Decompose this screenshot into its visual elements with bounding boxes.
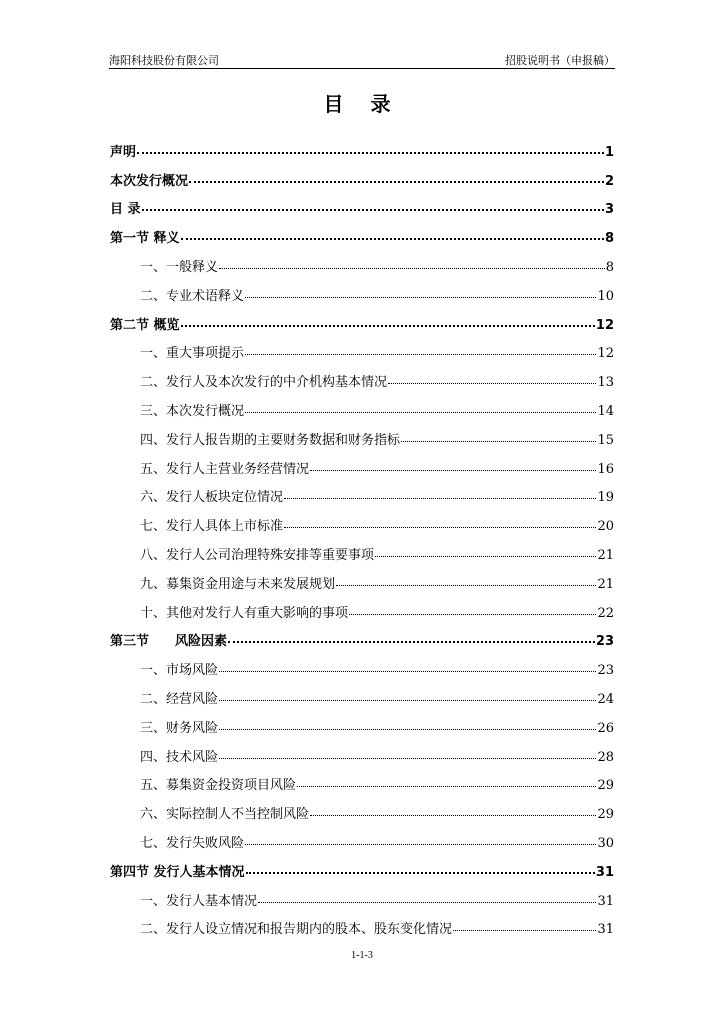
toc-entry-page: 20 bbox=[597, 519, 614, 535]
toc-section-entry[interactable] bbox=[110, 851, 614, 880]
toc-subsection-entry[interactable] bbox=[110, 333, 614, 362]
toc-entry-page: 23 bbox=[595, 634, 614, 650]
toc-entry-page: 1 bbox=[604, 144, 614, 160]
toc-subsection-entry[interactable] bbox=[110, 880, 614, 909]
toc-entry-label: 一、市场风险 bbox=[140, 663, 219, 679]
toc-section-entry[interactable] bbox=[110, 621, 614, 650]
toc-entry-page: 10 bbox=[597, 288, 614, 304]
toc-entry-label: 七、发行失败风险 bbox=[140, 835, 245, 851]
toc-leader-dots bbox=[142, 209, 604, 211]
toc-entry-label: 六、实际控制人不当控制风险 bbox=[140, 807, 310, 823]
toc-leader-dots bbox=[219, 700, 596, 701]
toc-entry-label: 四、发行人报告期的主要财务数据和财务指标 bbox=[140, 432, 401, 448]
toc-entry-label: 一、重大事项提示 bbox=[140, 346, 245, 362]
toc-leader-dots bbox=[310, 815, 596, 816]
toc-subsection-entry[interactable] bbox=[110, 361, 614, 390]
toc-leader-dots bbox=[310, 470, 596, 471]
toc-entry-page: 31 bbox=[595, 864, 614, 880]
toc-section-entry[interactable] bbox=[110, 131, 614, 160]
toc-entry-page: 12 bbox=[595, 317, 614, 333]
toc-section-entry[interactable] bbox=[110, 304, 614, 333]
toc-subsection-entry[interactable] bbox=[110, 505, 614, 534]
toc-entry-page: 31 bbox=[597, 922, 614, 938]
toc-subsection-entry[interactable] bbox=[110, 419, 614, 448]
toc-entry-page: 29 bbox=[597, 807, 614, 823]
toc-entry-label: 二、经营风险 bbox=[140, 691, 219, 707]
page-title: 目 录 bbox=[323, 92, 401, 116]
toc-entry-label: 十、其他对发行人有重大影响的事项 bbox=[140, 605, 349, 621]
toc-leader-dots bbox=[189, 181, 604, 183]
toc-entry-page: 15 bbox=[597, 432, 614, 448]
toc-entry-label: 九、募集资金用途与未来发展规划 bbox=[140, 576, 336, 592]
toc-entry-label: 第三节 风险因素 bbox=[110, 634, 228, 650]
toc-subsection-entry[interactable] bbox=[110, 477, 614, 506]
toc-entry-page: 19 bbox=[597, 490, 614, 506]
page-header bbox=[109, 50, 615, 69]
toc-subsection-entry[interactable] bbox=[110, 736, 614, 765]
toc-entry-page: 2 bbox=[604, 173, 614, 189]
toc-leader-dots bbox=[245, 354, 596, 355]
toc-subsection-entry[interactable] bbox=[110, 563, 614, 592]
toc-entry-page: 28 bbox=[597, 749, 614, 765]
toc-leader-dots bbox=[336, 585, 596, 586]
toc-entry-label: 五、发行人主营业务经营情况 bbox=[140, 461, 310, 477]
toc-leader-dots bbox=[453, 930, 596, 931]
toc-entry-label: 二、发行人设立情况和报告期内的股本、股东变化情况 bbox=[140, 922, 453, 938]
toc-entry-page: 14 bbox=[597, 403, 614, 419]
toc-leader-dots bbox=[245, 844, 596, 845]
toc-entry-page: 29 bbox=[597, 778, 614, 794]
toc-entry-label: 六、发行人板块定位情况 bbox=[140, 490, 284, 506]
toc-entry-label: 第一节 释义 bbox=[110, 231, 180, 247]
toc-leader-dots bbox=[181, 238, 604, 240]
toc-subsection-entry[interactable] bbox=[110, 765, 614, 794]
document-type: 招股说明书（申报稿） bbox=[505, 54, 615, 67]
toc-section-entry[interactable] bbox=[110, 189, 614, 218]
toc-entry-page: 24 bbox=[597, 691, 614, 707]
toc-entry-page: 26 bbox=[597, 720, 614, 736]
toc-section-entry[interactable] bbox=[110, 217, 614, 246]
toc-leader-dots bbox=[219, 671, 596, 672]
toc-subsection-entry[interactable] bbox=[110, 534, 614, 563]
toc-entry-page: 16 bbox=[597, 461, 614, 477]
toc-entry-page: 13 bbox=[597, 375, 614, 391]
toc-entry-page: 21 bbox=[597, 576, 614, 592]
toc-leader-dots bbox=[388, 383, 596, 384]
toc-entry-label: 八、发行人公司治理特殊安排等重要事项 bbox=[140, 547, 375, 563]
table-of-contents bbox=[110, 131, 614, 937]
toc-entry-label: 本次发行概况 bbox=[110, 173, 189, 189]
toc-entry-label: 七、发行人具体上市标准 bbox=[140, 519, 284, 535]
toc-subsection-entry[interactable] bbox=[110, 649, 614, 678]
toc-leader-dots bbox=[181, 325, 595, 327]
toc-leader-dots bbox=[228, 641, 595, 643]
toc-subsection-entry[interactable] bbox=[110, 448, 614, 477]
toc-section-entry[interactable] bbox=[110, 160, 614, 189]
toc-entry-label: 声明 bbox=[110, 144, 137, 160]
toc-subsection-entry[interactable] bbox=[110, 246, 614, 275]
toc-subsection-entry[interactable] bbox=[110, 707, 614, 736]
toc-leader-dots bbox=[219, 268, 605, 269]
toc-leader-dots bbox=[245, 412, 596, 413]
toc-leader-dots bbox=[245, 297, 596, 298]
toc-entry-label: 第四节 发行人基本情况 bbox=[110, 864, 245, 880]
toc-leader-dots bbox=[284, 527, 596, 528]
toc-entry-label: 目 录 bbox=[110, 202, 141, 218]
toc-subsection-entry[interactable] bbox=[110, 275, 614, 304]
toc-entry-label: 二、专业术语释义 bbox=[140, 288, 245, 304]
toc-leader-dots bbox=[401, 441, 596, 442]
toc-leader-dots bbox=[284, 498, 596, 499]
toc-subsection-entry[interactable] bbox=[110, 909, 614, 938]
toc-entry-label: 第二节 概览 bbox=[110, 317, 180, 333]
toc-entry-page: 8 bbox=[604, 231, 614, 247]
toc-subsection-entry[interactable] bbox=[110, 678, 614, 707]
toc-leader-dots bbox=[137, 152, 604, 154]
toc-subsection-entry[interactable] bbox=[110, 390, 614, 419]
toc-entry-page: 3 bbox=[604, 202, 614, 218]
toc-entry-page: 31 bbox=[597, 893, 614, 909]
toc-entry-page: 22 bbox=[597, 605, 614, 621]
toc-subsection-entry[interactable] bbox=[110, 592, 614, 621]
toc-entry-page: 8 bbox=[605, 259, 614, 275]
toc-entry-label: 三、财务风险 bbox=[140, 720, 219, 736]
toc-entry-label: 五、募集资金投资项目风险 bbox=[140, 778, 297, 794]
toc-leader-dots bbox=[219, 729, 596, 730]
toc-entry-label: 四、技术风险 bbox=[140, 749, 219, 765]
toc-leader-dots bbox=[349, 614, 596, 615]
toc-entry-label: 三、本次发行概况 bbox=[140, 403, 245, 419]
company-name: 海阳科技股份有限公司 bbox=[109, 54, 219, 67]
toc-subsection-entry[interactable] bbox=[110, 793, 614, 822]
toc-leader-dots bbox=[375, 556, 596, 557]
toc-entry-label: 二、发行人及本次发行的中介机构基本情况 bbox=[140, 375, 388, 391]
toc-leader-dots bbox=[219, 758, 596, 759]
toc-entry-page: 21 bbox=[597, 547, 614, 563]
toc-entry-page: 30 bbox=[597, 835, 614, 851]
toc-entry-page: 12 bbox=[597, 346, 614, 362]
toc-leader-dots bbox=[246, 872, 595, 874]
toc-subsection-entry[interactable] bbox=[110, 822, 614, 851]
page-number: 1-1-3 bbox=[351, 950, 373, 961]
toc-entry-label: 一、一般释义 bbox=[140, 259, 219, 275]
toc-entry-label: 一、发行人基本情况 bbox=[140, 893, 258, 909]
toc-entry-page: 23 bbox=[597, 663, 614, 679]
toc-leader-dots bbox=[258, 902, 596, 903]
toc-leader-dots bbox=[297, 786, 596, 787]
